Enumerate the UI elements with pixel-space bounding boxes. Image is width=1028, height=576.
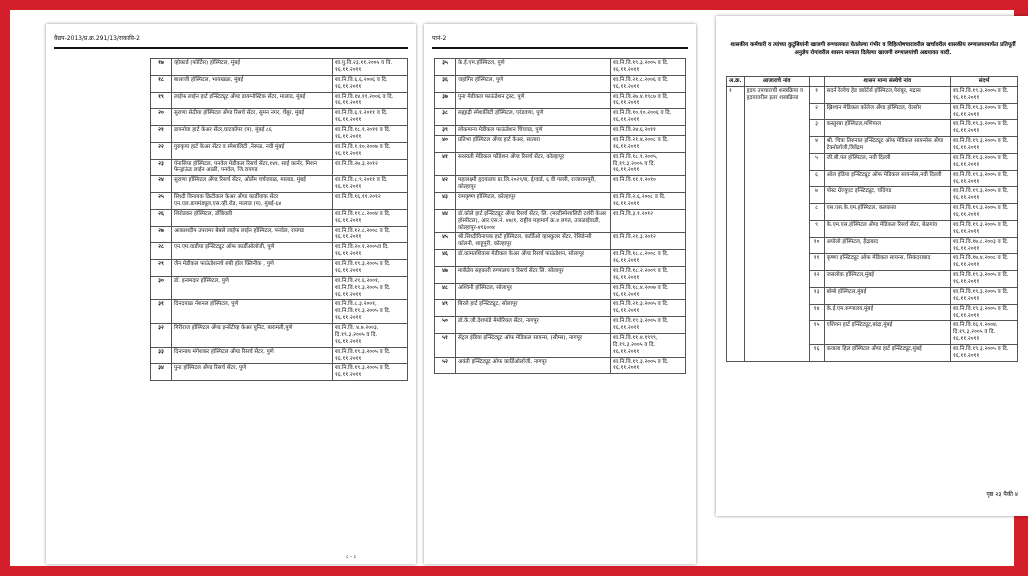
document-viewer-canvas: [10, 10, 1018, 566]
hospital-name: के.ई.एम.हॉस्पिटल, पुणे: [456, 59, 611, 76]
row-number: ११: [809, 254, 824, 271]
gr-reference: शा.नि.वि.१६.११.२०१२: [333, 193, 408, 210]
gr-reference: शा.नि.वि.१८.१.२०११ व दि. १६.११.२०११: [333, 126, 408, 143]
row-number: ३४: [151, 364, 172, 381]
gr-reference: शा.नि.वि.१९.३.२००५ व दि. १६.११.२०११: [951, 204, 1018, 221]
gr-reference: शा.नि.वि.१९.३.२००५ व दि. १६.११.२०११: [333, 347, 408, 364]
column-header: अ.क्र.: [727, 77, 745, 87]
hospital-name: कृष्णा इन्स्टिट्यूट ऑफ मेडिकल सायन्स, सिकंदराबाद: [824, 254, 950, 271]
hospital-name: अवंती इन्स्टिट्यूट ऑफ कार्डिओलॉजी, नागपूर: [456, 357, 611, 374]
gr-reference: शा.नि.वि.१९.३.२००५ व दि. १६.११.२०११: [951, 86, 1018, 103]
row-number: ३२: [151, 324, 172, 348]
gr-reference: शा.नि.वि.१९.३.२००५ व दि. १६.११.२०११: [333, 364, 408, 381]
page-footer: पृष्ठ २३ पैकी ४: [986, 491, 1018, 498]
row-number: १९: [151, 92, 172, 109]
column-header: संदर्भ: [951, 77, 1018, 87]
row-number: ३९: [435, 126, 456, 136]
hospital-name: श्री. चित्रा तिरुनाल इन्स्टिट्यूट ऑफ मेडिकल सायन्सेस अँण्ड टेक्नोलॉजी,त्रिवेंद्रम: [824, 137, 950, 154]
row-number: १८: [151, 75, 172, 92]
gr-reference: शा.नि.वि.१९.३.२००५ व दि. १६.११.२०११: [951, 137, 1018, 154]
hospital-name: दिनानाथ मंगेशकर हॉस्पिटल अँण्ड रिसर्च सेंटर, पुणे: [172, 347, 333, 364]
table-row: [151, 243, 408, 260]
table-row: [435, 92, 686, 109]
row-number: ४५: [435, 233, 456, 250]
table-row: [435, 283, 686, 300]
row-number: ४९: [435, 300, 456, 317]
row-number: २५: [151, 193, 172, 210]
row-number: १३: [809, 287, 824, 304]
page-header: वैद्यप-2013/प्र.क्र.291/13/राकावि-2: [54, 35, 140, 42]
table-row: [435, 333, 686, 357]
table-row: [151, 92, 408, 109]
hospital-table: [434, 58, 686, 374]
table-row: [151, 126, 408, 143]
row-number: ५: [809, 153, 824, 170]
gr-reference: शा.नि.वि.२०.१.२००५व दि. १६.११.२०११: [333, 243, 408, 260]
gr-reference: शा.नि.वि.८.३.२००१, शा.नि.वि.१९.३.२००५ व दि. १६.११.२०११: [333, 300, 408, 324]
gr-reference: शा.नि.वि.१९.३.२००५ व दि. १६.११.२०११: [333, 260, 408, 277]
table-row: [151, 142, 408, 159]
gr-reference: शा.नि.वि. ४.७.२००३, दि.१९.३.२००५ व दि. १६.११.२०११: [333, 324, 408, 348]
table-row: [151, 193, 408, 210]
hospital-name: गुरुकृपा हार्ट केअर सेंटर व स्पेशालिटी ,नेरूळ, नवी मुंबई: [172, 142, 333, 159]
gr-reference: शा.नि.वि.२७.३.२०१२: [333, 159, 408, 176]
hospital-name: जसलोक हॉस्पिटल,मुंबई: [824, 271, 950, 288]
hospital-name: डॉ.के.जी.देशपांडे मेमोरियल सेंटर, नागपूर: [456, 317, 611, 334]
row-number: ६: [809, 170, 824, 187]
row-number: १०: [809, 237, 824, 254]
table-row: [435, 59, 686, 76]
table-row: [435, 176, 686, 193]
gr-reference: शा.नि.वि.११.४.१९९९, दि.१९.३.२००५ व दि. १६.११.२०११: [611, 333, 686, 357]
row-number: २: [809, 103, 824, 120]
table-row: [151, 209, 408, 226]
hospital-table: [726, 76, 1018, 362]
gr-reference: शा.नि.वि.१९.८.२००४ व दि. १६.११.२०११: [333, 209, 408, 226]
gr-reference: शा.नि.वि.१८.४.२००७ व दि. १६.११.२०११: [611, 283, 686, 300]
hospital-name: सेंट्रल इंडिया इन्स्टिट्यूट ऑफ मेडिकल सायन्स, (सीम्स), नागपूर: [456, 333, 611, 357]
hospital-name: सुराणा हॉस्पिटल अँण्ड रिसर्च सेंटर, ओर्लेम चर्चजवळ, मालाड, मुंबई: [172, 176, 333, 193]
table-row: [435, 357, 686, 374]
row-number: ४२: [435, 176, 456, 193]
table-row: [435, 317, 686, 334]
hospital-name: सदर्न रेल्वेच हेड क्वॉर्टर्स हॉस्पिटल,पेरांबूर, मद्रास: [824, 86, 950, 103]
disease-number: १: [727, 86, 745, 361]
table-row: [435, 135, 686, 152]
hospital-name: एन.एम.वाडीया इन्स्टिट्यूट ऑफ कार्डीओलॉजी, पुणे: [172, 243, 333, 260]
table-row: [151, 176, 408, 193]
document-page-middle: [424, 24, 696, 564]
header-rule: [54, 47, 408, 49]
table-row: [435, 193, 686, 210]
gr-reference: शा.नि.वि.१०.१०.२००६ व दि. १६.११.२०११: [611, 109, 686, 126]
gr-reference: शा.नि.वि.१९.३.२००५ व दि. १६.११.२०११: [951, 271, 1018, 288]
hospital-name: के.ई.एम.रुग्णालय,मुंबई: [824, 304, 950, 321]
gr-reference: शा.नि.वि.१८.८.२००८ व दि. १६.११.२०११: [611, 250, 686, 267]
hospital-name: लोकमान्य मेडीकल फाऊंडेशन चिंचवड, पुणे: [456, 126, 611, 136]
row-number: १४: [809, 304, 824, 321]
page-header: पानं-2: [432, 35, 447, 42]
hospital-name: अश्विनी हॉस्पिटल, सोलापूर: [456, 283, 611, 300]
table-row: [435, 209, 686, 233]
hospital-name: पुना हॉस्पिटल अँण्ड रिसर्च सेंटर, पुणे: [172, 364, 333, 381]
table-row: [435, 126, 686, 136]
gr-reference: शा.नि.वि.१९.३.२००५ व दि. १६.११.२०११: [951, 187, 1018, 204]
gr-reference: शा.नि.वि.२१.३.२०१२: [611, 233, 686, 250]
hospital-name: डॉ.कामतशिवास मेडीकल केअर अँण्ड रिसर्च फाऊंडेशन, सोलापूर: [456, 250, 611, 267]
table-row: [435, 250, 686, 267]
hospital-name: पोस्ट ग्रॅज्युएट इन्स्टिट्यूट, चंदिगड: [824, 187, 950, 204]
hospital-name: जहांगिर हॉस्पिटल, पुणे: [456, 75, 611, 92]
page-footer: ८ - ८: [346, 554, 357, 560]
hospital-name: बालाजी हॉस्पिटल, भायखळा, मुंबई: [172, 75, 333, 92]
row-number: ९: [809, 220, 824, 237]
row-number: ४६: [435, 250, 456, 267]
hospital-name: ख्रिश्चन मेडिकल कॉलेज अँण्ड हॉस्पिटल, वेल्लोर: [824, 103, 950, 120]
row-number: ३: [809, 120, 824, 137]
header-rule: [432, 47, 688, 49]
hospital-name: व्होकार्ड (फोर्टिस) हॉस्पिटल, मुंबई: [172, 59, 333, 76]
hospital-name: कस्तुरबा हॉस्पिटल,मणिपाल: [824, 120, 950, 137]
row-number: ३६: [435, 75, 456, 92]
hospital-table: [150, 58, 408, 381]
table-row: [151, 159, 408, 176]
table-row: [151, 75, 408, 92]
table-row: [151, 324, 408, 348]
disease-name: हृदय उपचाराची शस्त्रक्रिया व हृदयावरील इतर शस्त्रक्रिया: [744, 86, 809, 361]
hospital-name: बिरले हार्ट इन्स्टिट्यूट, सोलापूर: [456, 300, 611, 317]
table-row: [435, 75, 686, 92]
table-row: [435, 233, 686, 250]
table-row: [727, 86, 1018, 103]
table-row: [435, 300, 686, 317]
gr-reference: शा.नि.वि.१९.३.२००५ व दि. १६.११.२०११: [951, 304, 1018, 321]
row-number: ३१: [151, 300, 172, 324]
hospital-name: प्रतिभा हॉस्पिटल अँण्ड हार्ट केअर, सातारा: [456, 135, 611, 152]
hospital-name: रामकृष्ण हॉस्पिटल, कोल्हापूर: [456, 193, 611, 210]
gr-reference: शा.नि.वि.१७.८.२००३ व दि. १६.११.२०११: [951, 237, 1018, 254]
row-number: ७: [809, 187, 824, 204]
gr-reference: शा.नि.वि.१९.३.२००५ व दि. १६.११.२०११: [611, 59, 686, 76]
hospital-name: गिरीराज हॉस्पिटल अँण्ड इन्सेंटीव्ह केअर युनिट, बारामती,पुणे: [172, 324, 333, 348]
hospital-name: कवाला हिल हॉस्पिटल अँण्ड हार्ट इन्स्टिट्यूट,मुंबई: [824, 345, 950, 362]
list-title: शासकीय कर्मचारी व त्यांच्या कुटुंबियांनी खाजगी रुग्णालयात घेतलेल्या गंभीर व विहित्पोषचारावरील खर्चावरील शासकीय रुग्णालयामार्फत प्रतिपूर्ती अनुज्ञेय रोगांवरील शासन मान्यता दिलेल्या खाजगी रुग्णालयांची अद्ययावत यादी.: [730, 42, 1016, 56]
column-header: शासन मान्य संस्थेचे नांव: [824, 77, 950, 87]
row-number: ३३: [151, 347, 172, 364]
gr-reference: शा.नि.वि.१८.१.२००५, दि.१९.३.२००५ व दि. १६.११.२०११: [611, 152, 686, 176]
row-number: २०: [151, 109, 172, 126]
gr-reference: शा.नि.वि.१७.४.२००८ व दि. १६.११.२०११: [951, 254, 1018, 271]
row-number: ४०: [435, 135, 456, 152]
row-number: ४: [809, 137, 824, 154]
table-row: [435, 109, 686, 126]
hospital-name: मार्कंडेय सहकारी रुग्णालय व रिसर्च सेंटर लि. सोलापूर: [456, 266, 611, 283]
row-number: ४३: [435, 193, 456, 210]
row-number: ४१: [435, 152, 456, 176]
hospital-name: शिरोडकर हॉस्पिटल, डोंबिवली: [172, 209, 333, 226]
hospital-name: डॉ.कोले हार्ट इन्स्टिट्यूट अँण्ड रिसर्च सेंटर, लि. (मल्टीस्पेशालिटी टर्शरी केअर हॉस्पीटल), आर.एस.नं. ४७/१, राष्ट्रीय महामार्ग क्र.४ लगत, उजळाईवाडी, कोल्हापूर-४१६००४: [456, 209, 611, 233]
table-row: [151, 276, 408, 300]
gr-reference: शा.नि.वि.२.६.२००८ व दि. १६.११.२०११: [611, 193, 686, 210]
row-number: १७: [151, 59, 172, 76]
hospital-name: सह्याद्री स्पेशालिटी हॉस्पिटल, एरंडवणा, पुणे: [456, 109, 611, 126]
hospital-name: पुना मेडीकल फाऊंडेशन ट्रस्ट, पुणे: [456, 92, 611, 109]
gr-reference: शा.नि.वि.१९.३.२००५ व दि. १६.११.२०११: [951, 170, 1018, 187]
row-number: २८: [151, 243, 172, 260]
row-number: ३७: [435, 92, 456, 109]
hospital-name: सिध्दी विनायक क्रिटीकल केअर अँण्ड कार्डीयाक सेंटर एन.एल.डायमंड्यूल,एस.व्ही.रोड, मालाड (प), मुंबई-६४: [172, 193, 333, 210]
row-number: २४: [151, 176, 172, 193]
hospital-name: बॉम्बे हॉस्पिटल,मुंबई: [824, 287, 950, 304]
hospital-name: आकाशदीप उपरामर बेबले लाईफ लाईन हॉस्पिटल, पनवेल, रायगड: [172, 226, 333, 243]
table-row: [151, 226, 408, 243]
hospital-name: डायनोवा हार्ट केअर सेंटर,घाटकोपर (प), मुंबई ८६: [172, 126, 333, 143]
hospital-name: दिनदयाळ नॅशनल हॉस्पिटल, पुणे: [172, 300, 333, 324]
row-number: ८: [809, 204, 824, 221]
gr-reference: शा.नि.वि.१९.३.२००५ व दि. १६.११.२०११: [611, 357, 686, 374]
hospital-name: अपोलो हॉस्पिटल, हैद्राबाद: [824, 237, 950, 254]
gr-reference: शा.नि.वि.१४.११.२००६ व दि. १६.११.२०११: [333, 92, 408, 109]
row-number: ३५: [435, 59, 456, 76]
gr-reference: शा.नि.वि.१९.३.२००५ व दि. १६.११.२०११: [951, 153, 1018, 170]
table-row: [435, 152, 686, 176]
hospital-name: डॉ. इनामदार हॉस्पिटल, पुणे: [172, 276, 333, 300]
hospital-name: श्री.सिध्दीविनायक हार्ट हॉस्पिटल, कार्डिओ व्हास्कुलर सेंटर, रेसिडेन्सी कॉलनी, शाहूपुरी, कोल्हापूर: [456, 233, 611, 250]
table-row: [151, 300, 408, 324]
gr-reference: शा.नि.वि.२१.४.२००८ व दि. १६.११.२०११: [611, 135, 686, 152]
hospital-name: जैन मेडीकल फाऊंडेशनचे रुबी हॉल क्लिनीक , पुणे: [172, 260, 333, 277]
row-number: २९: [151, 260, 172, 277]
gr-reference: शा.नि.वि.११.१.२०१०: [611, 176, 686, 193]
gr-reference: शा.नि.वि.१.१०.२००७ व दि. १६.११.२०११: [333, 142, 408, 159]
row-number: ३८: [435, 109, 456, 126]
document-page-right: [716, 16, 1028, 516]
hospital-name: सरस्वती मेडिकल फौंडेशन अँण्ड रिसर्च सेंटर, कोल्हापूर: [456, 152, 611, 176]
column-header: आजाराचे नांव: [744, 77, 809, 87]
hospital-name: के.एम.एस.हॉस्पिटल अँण्ड मेडिकल रिसर्च सेंटर, बेळगांव: [824, 220, 950, 237]
gr-reference: शा.नि.वि.१९.३.२००५ व दि. १६.११.२०११: [951, 103, 1018, 120]
table-row: [151, 260, 408, 277]
hospital-name: महालक्ष्मी हृदयालय प्रा.लि.२०२९/ब, ई/वार्ड, ६ वी गल्ली, राजारामपुरी, कोल्हापूर: [456, 176, 611, 193]
row-number: ४७: [435, 266, 456, 283]
gr-reference: शा.नि.वि.२१.३.२००५ व दि. १६.११.२०११: [611, 300, 686, 317]
row-number: २३: [151, 159, 172, 176]
hospital-name: पॅनासिया हॉस्पिटल, पनवेल मेडीकल रिसर्च सेंटर,१४१, साई कार्नर, मिशन फेन्ड्रांऊंड लाईन आळी, पनवेल, जि.रायगड: [172, 159, 333, 176]
gr-reference: शा.नि.वि.१९.३.२००५ व दि. १६.११.२०११: [951, 345, 1018, 362]
gr-reference: शा.नि.वि.२७.४.१९८७ व दि. १६.११.२०११: [611, 92, 686, 109]
row-number: १: [809, 86, 824, 103]
column-header: [809, 77, 824, 87]
gr-reference: शा.नि.वि.२४.६.२०११: [611, 126, 686, 136]
row-number: ४८: [435, 283, 456, 300]
row-number: ५०: [435, 317, 456, 334]
gr-reference: शा.नि.वि.८.९.२०११ व दि. १६.११.२०११: [333, 176, 408, 193]
row-number: २६: [151, 209, 172, 226]
row-number: ५२: [435, 357, 456, 374]
gr-reference: शा.पु.वि.२३.११.२००५ व वि. १६.११.२०११: [333, 59, 408, 76]
row-number: १६: [809, 345, 824, 362]
row-number: १५: [809, 321, 824, 345]
gr-reference: शा.नि.वि.२१.८.२००६ व दि. १६.११.२०११: [611, 75, 686, 92]
document-page-left: [46, 24, 416, 564]
gr-reference: शा.नि.वि.३.१.२०१२: [611, 209, 686, 233]
table-row: [435, 266, 686, 283]
gr-reference: शा.नि.वि.१६.१.२००४, दि.१९.३.२००५ व दि. १६.११.२०११: [951, 321, 1018, 345]
gr-reference: शा.नि.वि.१२.८.२००८ व दि. १६.११.२०११: [333, 226, 408, 243]
gr-reference: शा.नि.वि.६.६.२००६ व दि. १६.११.२०११: [333, 75, 408, 92]
row-number: ३०: [151, 276, 172, 300]
table-row: [151, 347, 408, 364]
table-row: [151, 109, 408, 126]
row-number: २२: [151, 142, 172, 159]
row-number: ५१: [435, 333, 456, 357]
table-row: [151, 364, 408, 381]
gr-reference: शा.नि.वि.६.१.२०११ व दि. १६.११.२०११: [333, 109, 408, 126]
hospital-name: जी.बी.पंत हॉस्पिटल, नवी दिल्ली: [824, 153, 950, 170]
hospital-name: एशियन हार्ट इन्स्टिट्यूट,बांद्रा,मुंबई: [824, 321, 950, 345]
row-number: २७: [151, 226, 172, 243]
gr-reference: शा.नि.वि.१९.३.२००५ व दि. १६.११.२०११: [611, 317, 686, 334]
gr-reference: शा.नि.वि.१९.३.२००५ व दि. १६.११.२०११: [951, 120, 1018, 137]
hospital-name: ऑल इंडिया इन्स्टिट्यूट ऑफ मेडिकल सायन्सेस,नवी दिल्ली: [824, 170, 950, 187]
gr-reference: शा.नि.वि.१८.२.२००९ व दि. १६.११.२०११: [611, 266, 686, 283]
hospital-name: सुराणा सेठीया हॉस्पिटल अँण्ड रिसर्च सेंटर, सुमन नगर, चेंबूर, मुंबई: [172, 109, 333, 126]
row-number: ४४: [435, 209, 456, 233]
gr-reference: शा.नि.वि.२९.६.२००१, शा.नि.वि.१९.३.२००५ व दि. १६.११.२०११: [333, 276, 408, 300]
row-number: १२: [809, 271, 824, 288]
gr-reference: शा.नि.वि.१९.३.२००५ व दि. १६.११.२०११: [951, 220, 1018, 237]
row-number: २१: [151, 126, 172, 143]
gr-reference: शा.नि.वि.१९.३.२००५ व दि. १६.११.२०११: [951, 287, 1018, 304]
hospital-name: लाईफ लाईन हार्ट इन्स्टिट्यूट अँण्ड डायग्नोस्टिक सेंटर, मालाड, मुंबई: [172, 92, 333, 109]
hospital-name: एस.एस.के.एम.हॉस्पिटल, कलकत्ता: [824, 204, 950, 221]
table-row: [151, 59, 408, 76]
